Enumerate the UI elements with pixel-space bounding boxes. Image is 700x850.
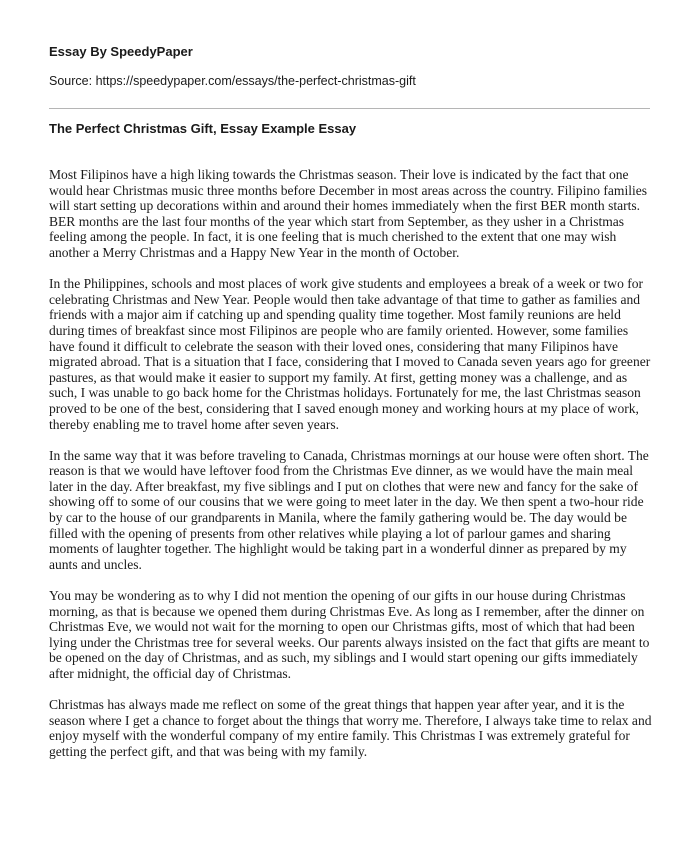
essay-paragraph: In the same way that it was before traveling to Canada, Christmas mornings at our house were often short. The reason is that we would have leftover food from the Christmas Eve dinner, as we would have the main meal later in the day. After breakfast, my five siblings and I put on clothes that were new and fancy for the sake of showing off to some of our cousins that we were going to meet later in the day. We then spent a two-hour ride by car to the house of our grandparents in Manila, where the family gathering would be. The day would be filled with the opening of presents from other relatives while playing a lot of parlour games and sharing moments of laughter together. The highlight would be taking part in a wonderful dinner as prepared by my aunts and uncles. bbox=[49, 447, 649, 572]
header-divider bbox=[49, 108, 650, 109]
essay-paragraph: In the Philippines, schools and most places of work give students and employees a break of a week or two for celebrating Christmas and New Year. People would then take advantage of that time to gather as families and friends with a major aim if catching up and spending quality time together. Most family reunions are held during times of breakfast since most Filipinos are people who are family oriented. However, some families have found it difficult to celebrate the season with their loved ones, considering that many Filipinos have migrated abroad. That is a situation that I face, considering that I moved to Canada seven years ago for greener pastures, as that would make it easier to support my family. At first, getting money was a challenge, and as such, I was unable to go back home for the Christmas holidays. Fortunately for me, the last Christmas season proved to be one of the best, considering that I saved enough money and working hours at my place of work, thereby enabling me to travel home after seven years. bbox=[49, 276, 651, 432]
essay-paragraph: Most Filipinos have a high liking towards the Christmas season. Their love is indicated by the fact that one would hear Christmas music three months before December in most areas across the country. Filipino families will start setting up decorations within and around their homes immediately when the first BER month starts. BER months are the last four months of the year which start from September, as they usher in a Christmas feeling among the people. In fact, it is one feeling that is much cherished to the extent that one may wish another a Merry Christmas and a Happy New Year in the month of October. bbox=[49, 167, 648, 260]
essay-paragraph: Christmas has always made me reflect on some of the great things that happen year after year, and it is the season where I get a chance to forget about the things that worry me. Therefore, I always take time to relax and enjoy myself with the wonderful company of my entire family. This Christmas I was extremely grateful for getting the perfect gift, and that was being with my family. bbox=[49, 697, 652, 759]
publisher-heading: Essay By SpeedyPaper bbox=[49, 44, 193, 59]
source-url: https://speedypaper.com/essays/the-perfect-christmas-gift bbox=[95, 74, 416, 88]
essay-paragraph: You may be wondering as to why I did not mention the opening of our gifts in our house during Christmas morning, as that is because we opened them during Christmas Eve. As long as I remember, after the dinner on Christmas Eve, we would not wait for the morning to open our Christmas gifts, most of which that had been lying under the Christmas tree for several weeks. Our parents always insisted on the fact that gifts are meant to be opened on the day of Christmas, and as such, my siblings and I would start opening our gifts immediately after midnight, the official day of Christmas. bbox=[49, 588, 650, 681]
source-label: Source: bbox=[49, 74, 96, 88]
essay-body bbox=[49, 167, 656, 775]
source-line bbox=[49, 73, 416, 89]
essay-title: The Perfect Christmas Gift, Essay Example Essay bbox=[49, 121, 357, 136]
